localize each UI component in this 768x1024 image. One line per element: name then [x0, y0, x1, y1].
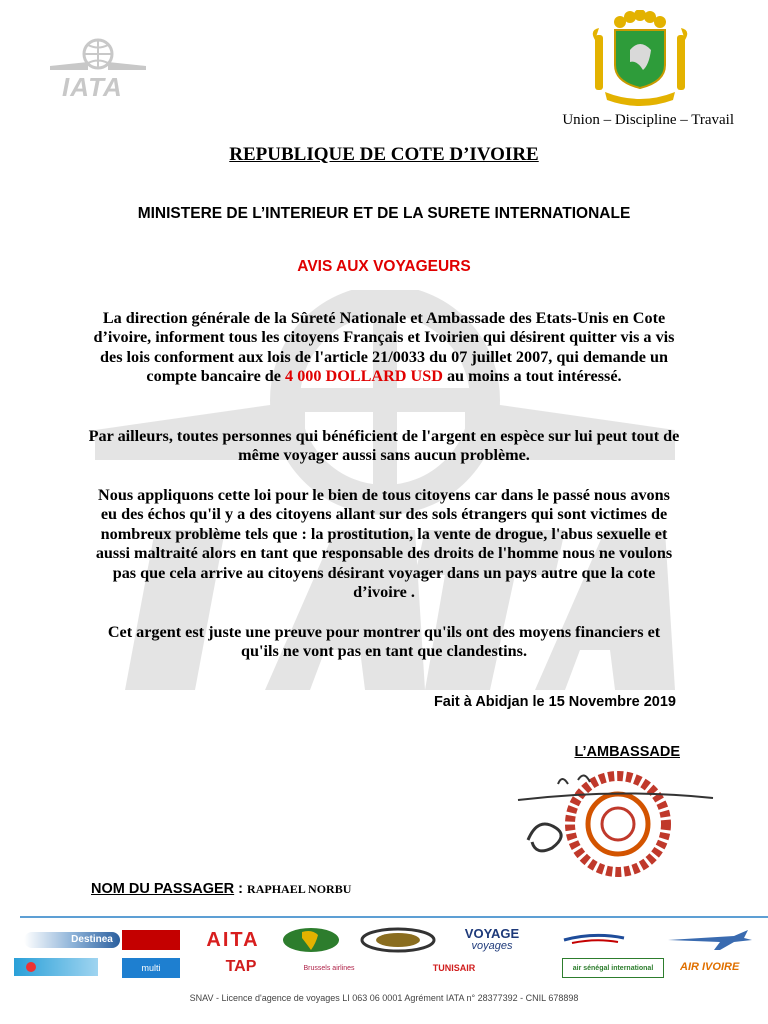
tunisair-logo: TUNISAIR: [432, 963, 476, 973]
voyage-logo: VOYAGE voyages: [464, 926, 520, 952]
signatory: L’AMBASSADE: [574, 744, 680, 760]
agency-footer: SNAV - Licence d'agence de voyages LI 063 06 0001 Agrément IATA n° 28377392 - CNIL 678898: [189, 993, 579, 1003]
air-senegal-logo: air sénégal international: [562, 958, 664, 978]
ministry-title: MINISTERE DE L’INTERIEUR ET DE LA SURETE INTERNATIONALE: [137, 205, 631, 222]
coat-of-arms: [585, 10, 695, 110]
republic-title: REPUBLIQUE DE COTE D’IVOIRE: [229, 144, 539, 165]
paragraph-1-intro: La direction générale de la Sûreté Nationale et Ambassade des Etats-Unis en Cote d’ivoire, informent tous les citoyens Français et Ivoirien qui désirent quitter vis a vis des lois conforment aux lois de l'article 21/0033 du 07 juillet 2007, qui demande un compte bancaire de: [93, 309, 675, 386]
passenger-label: NOM DU PASSAGER: [91, 881, 235, 897]
paragraph-proof: Cet argent est juste une preuve pour montrer qu'ils ont des moyens financiers et qu'ils ne vont pas en tant que clandestins.: [107, 623, 661, 661]
national-motto: Union – Discipline – Travail: [562, 112, 734, 128]
partner-logos-row-2: [0, 955, 768, 981]
corsair-logo: [14, 958, 98, 976]
red-flag-logo: [122, 930, 180, 950]
paragraph-cash: Par ailleurs, toutes personnes qui bénéficient de l'argent en espèce sur lui peut tout de même voyager aussi sans aucun problème.: [88, 427, 680, 465]
aita-logo: AITA: [206, 928, 260, 951]
iata-logo-text: IATA: [62, 72, 123, 102]
plane-logo: [664, 926, 754, 952]
notice-title: AVIS AUX VOYAGEURS: [297, 258, 471, 275]
iata-logo: [48, 36, 148, 100]
airline-logo-small: [562, 930, 626, 946]
air-ivoire-logo: AIR IVOIRE: [680, 961, 740, 973]
paragraph-reasons: Nous appliquons cette loi pour le bien de tous citoyens car dans le passé nous avons eu des échos qu'il y a des citoyens allant sur des sols étrangers qui sont victimes de nombreux problème tels que : la prostitution, la vente de drogue, l'abus sexuelle et aussi maltraité alors en tant que responsable des droits de l'homme nous ne voulons pas que cela arrive au citoyens désirant voyager dans un pays autre que la cote d’ivoire .: [95, 486, 673, 602]
footer-divider: [20, 916, 768, 918]
partner-logos-row-1: [0, 922, 768, 958]
destinea-logo: Destinea: [24, 928, 120, 950]
official-stamp: [508, 766, 720, 882]
tap-logo: TAP: [225, 958, 257, 975]
passenger-separator: :: [234, 881, 248, 897]
place-date: Fait à Abidjan le 15 Novembre 2019: [433, 694, 676, 710]
passenger-line: [91, 881, 351, 897]
paragraph-1-end: au moins a tout intéressé.: [442, 367, 622, 386]
brussels-airlines-logo: Brussels airlines: [303, 964, 355, 972]
multi-logo: multi: [122, 958, 180, 978]
africa-logo: [282, 927, 340, 953]
paragraph-bank-requirement: [88, 309, 680, 387]
required-amount: 4 000 DOLLARD USD: [285, 367, 443, 386]
passenger-name: RAPHAEL NORBU: [247, 882, 352, 896]
gjd-logo: [360, 927, 436, 953]
